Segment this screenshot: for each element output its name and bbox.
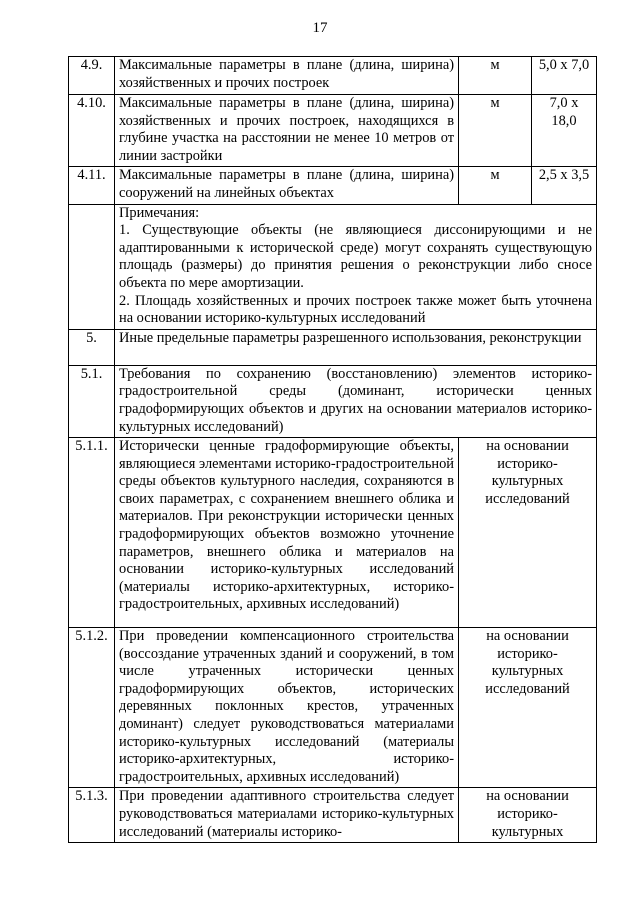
row-unit: м bbox=[459, 95, 532, 167]
row-text: При проведении компенсационного строительства (воссоздание утраченных зданий и сооружений, в том числе утраченных исторически ценных градоформирующих объектов, исторических деревянных поклонных крестов, утраченных доминант) следует руководствоваться материалами историко-культурных исследований (материалы историко-архитектурных, историко-градостроительных, архивных исследований) bbox=[115, 628, 459, 788]
notes-title: Примечания: bbox=[119, 204, 200, 221]
row-unit: м bbox=[459, 167, 532, 204]
section-text: Требования по сохранению (восстановлению) элементов историко-градостроительной среды (доминант, исторически ценных градоформирующих объектов и других на основании материалов историко-культурных исследований) bbox=[115, 365, 597, 437]
note-2: 2. Площадь хозяйственных и прочих построек также может быть уточнена на основании историко-культурных исследований bbox=[119, 292, 592, 327]
row-text: Максимальные параметры в плане (длина, ширина) хозяйственных и прочих построек bbox=[115, 57, 459, 95]
row-number: 5.1.2. bbox=[69, 628, 115, 788]
row-text: Максимальные параметры в плане (длина, ширина) хозяйственных и прочих построек, находящихся в глубине участка на расстоянии не менее 10 метров от линии застройки bbox=[115, 95, 459, 167]
row-text: Исторически ценные градоформирующие объекты, являющиеся элементами историко-градостроительной среды объектов культурного наследия, сохраняются в своих параметрах, с сохранением внешнего облика и материалов. При реконструкции исторически ценных градоформирующих объектов возможно уточнение параметров, внешнего облика и материалов на основании историко-культурных исследований (материалы историко-архитектурных, историко-градостроительных, архивных исследований) bbox=[115, 438, 459, 628]
table-row bbox=[69, 788, 597, 843]
row-value: 5,0 х 7,0 bbox=[532, 57, 597, 95]
row-basis: на основании историко-культурных bbox=[459, 788, 597, 843]
row-value: 2,5 х 3,5 bbox=[532, 167, 597, 204]
section-row bbox=[69, 365, 597, 437]
page-number: 17 bbox=[312, 20, 328, 36]
section-row bbox=[69, 329, 597, 365]
note-1: 1. Существующие объекты (не являющиеся диссонирующими и не адаптированными к исторической среде) могут сохранять существующую площадь (размеры) до принятия решения о реконструкции либо сносе объекта по мере амортизации. bbox=[119, 222, 592, 291]
table-row bbox=[69, 628, 597, 788]
row-unit: м bbox=[459, 57, 532, 95]
notes-number-cell bbox=[69, 204, 115, 329]
row-value: 7,0 х 18,0 bbox=[532, 95, 597, 167]
row-number: 4.11. bbox=[69, 167, 115, 204]
row-number: 5.1.1. bbox=[69, 438, 115, 628]
row-text: При проведении адаптивного строительства следует руководствоваться материалами историко-культурных исследований (материалы историко- bbox=[115, 788, 459, 843]
notes-row bbox=[69, 204, 597, 329]
section-number: 5.1. bbox=[69, 365, 115, 437]
regulations-table bbox=[68, 56, 597, 843]
table-row bbox=[69, 438, 597, 628]
table-row bbox=[69, 57, 597, 95]
notes-cell bbox=[115, 204, 597, 329]
section-text: Иные предельные параметры разрешенного использования, реконструкции bbox=[115, 329, 597, 365]
row-number: 5.1.3. bbox=[69, 788, 115, 843]
row-number: 4.9. bbox=[69, 57, 115, 95]
row-basis: на основании историко-культурных исследований bbox=[459, 438, 597, 628]
row-text: Максимальные параметры в плане (длина, ширина) сооружений на линейных объектах bbox=[115, 167, 459, 204]
table-row bbox=[69, 167, 597, 204]
table-row bbox=[69, 95, 597, 167]
row-number: 4.10. bbox=[69, 95, 115, 167]
row-basis: на основании историко-культурных исследований bbox=[459, 628, 597, 788]
section-number: 5. bbox=[69, 329, 115, 365]
